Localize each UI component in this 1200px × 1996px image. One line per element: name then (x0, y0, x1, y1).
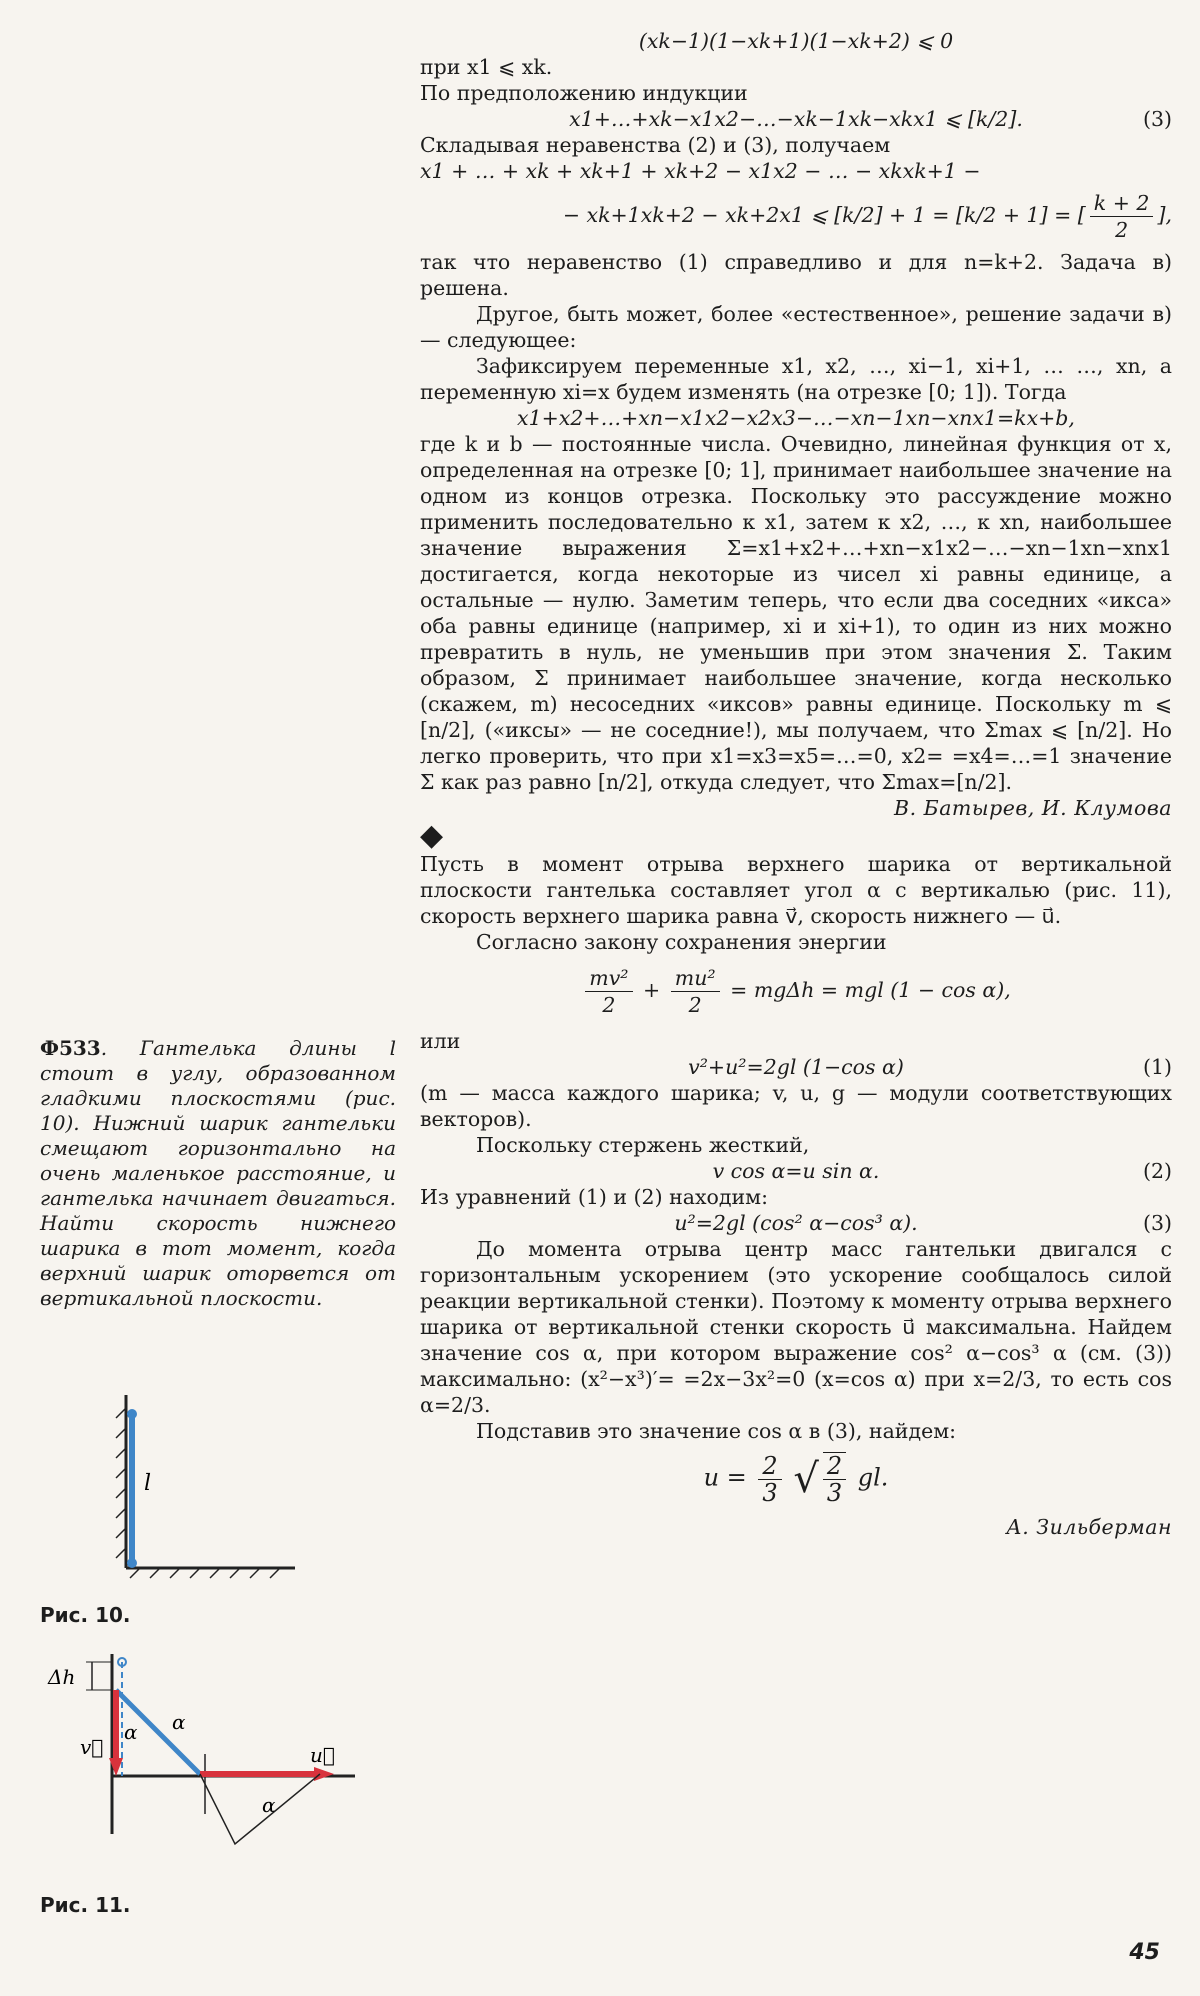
formula-line-7 (420, 190, 1172, 243)
final-formula (420, 1452, 1172, 1506)
formula-line-11: x1+x2+…+xn−x1x2−x2x3−…−xn−1xn−xnx1=kx+b, (517, 406, 1075, 430)
lower-ball (127, 1558, 137, 1568)
fraction-mv2 (585, 965, 632, 1018)
text-line-9: Другое, быть может, более «естественное», решение задачи в) — следующее: (420, 302, 1172, 352)
fraction-denominator: 2 (688, 993, 702, 1017)
fraction-mu2 (671, 965, 720, 1018)
figure-11-caption: Рис. 11. (40, 1893, 131, 1917)
solution-paragraph-6: Из уравнений (1) и (2) находим: (420, 1185, 769, 1209)
alpha-label-1: α (124, 1720, 138, 1744)
formula-7-right: ], (1157, 203, 1172, 227)
text-line-8: так что неравенство (1) справедливо и для n=k+2. Задача в) решена. (420, 250, 1172, 300)
upper-ball (127, 1409, 137, 1419)
formula-row-2 (420, 1158, 1172, 1184)
signature-batyrev: В. Батырев, И. Клумова (894, 796, 1172, 820)
angle-construction (200, 1774, 320, 1844)
fraction-numerator: 2 (823, 1453, 846, 1480)
equation-2: v cos α=u sin α. (712, 1159, 880, 1183)
solution-paragraph-1: Пусть в момент отрыва верхнего шарика от вертикальной плоскости гантелька составляет угол α с вертикалью (рис. 11), скорость верхнего шарика равна v⃗, скорость нижнего — u⃗. (420, 852, 1172, 928)
fraction-numerator: mu² (671, 965, 720, 992)
rod-length-label: l (144, 1471, 152, 1496)
formula-row-3b (420, 1210, 1172, 1236)
text-line-3: По предположению индукции (420, 81, 748, 105)
alpha-label-3: α (262, 1793, 276, 1817)
equation-1: v²+u²=2gl (1−cos α) (688, 1055, 904, 1079)
wall-hatching (116, 1408, 280, 1578)
solution-paragraph-2: Согласно закону сохранения энергии (476, 930, 887, 954)
final-formula-right: gl. (857, 1463, 889, 1492)
fraction-numerator: 2 (758, 1453, 781, 1480)
problem-text: . Гантелька длины l стоит в углу, образованном гладкими плоскостями (рис. 10). Нижний шарик гантельки смещают горизонтально на очень маленькое расстояние, и гантелька начинает двигаться. Найти скорость нижнего шарика в тот момент, когда верхний шарик оторвется от вертикальной плоскости. (40, 1036, 396, 1310)
velocity-u-arrowhead (314, 1767, 334, 1781)
alpha-label-2: α (172, 1710, 186, 1734)
fraction-denominator: 2 (602, 993, 616, 1017)
fraction-numerator: mv² (585, 965, 632, 992)
solution-word-or: или (420, 1029, 461, 1053)
signature-zilberman: А. Зильберман (1006, 1515, 1172, 1539)
v-label: v⃗ (80, 1735, 104, 1759)
fraction-two-thirds (758, 1453, 781, 1506)
solution-paragraph-4: (m — масса каждого шарика; v, u, g — модули соответствующих векторов). (420, 1081, 1172, 1131)
formula-line-1: (xk−1)(1−xk+1)(1−xk+2) ⩽ 0 (638, 29, 954, 53)
problem-id: Ф533 (40, 1036, 101, 1060)
fraction-denominator: 3 (762, 1478, 778, 1507)
delta-h-label: Δh (48, 1665, 76, 1689)
diamond-separator-icon: ◆ (420, 818, 444, 853)
fraction-two-thirds-under-root (823, 1452, 846, 1506)
page-number: 45 (1129, 1940, 1160, 1965)
right-column (420, 28, 1172, 1540)
energy-formula-rest: = mgΔh = mgl (1 − cos α), (730, 978, 1011, 1002)
energy-formula (420, 965, 1172, 1018)
fraction-denominator: 3 (826, 1479, 843, 1507)
problem-statement (40, 1036, 396, 1311)
figure-10-caption: Рис. 10. (40, 1603, 131, 1627)
fraction-k-plus-2 (1090, 190, 1154, 243)
figure-10-dumbbell-in-corner (90, 1390, 390, 1600)
u-label: u⃗ (310, 1743, 335, 1767)
fraction-numerator: k + 2 (1090, 190, 1154, 217)
equation-3: u²=2gl (cos² α−cos³ α). (674, 1211, 918, 1235)
text-line-2: при x1 ⩽ xk. (420, 55, 553, 79)
solution-paragraph-7: До момента отрыва центр масс гантельки двигался с горизонтальным ускорением (это ускорение сообщалось силой реакции вертикальной стенки). Поэтому к моменту отрыва верхнего шарика от вертикальной стенки скорость u⃗ максимальна. Найдем значение cos α, при котором выражение cos² α−cos³ α (см. (3)) максимально: (x²−x³)′= =2x−3x²=0 (x=cos α) при x=2/3, то есть cos α=2/3. (420, 1237, 1172, 1417)
solution-paragraph-5: Поскольку стержень жесткий, (476, 1133, 810, 1157)
equation-number-1: (1) (1142, 1055, 1172, 1079)
fraction-denominator: 2 (1115, 218, 1129, 242)
formula-row-3 (420, 106, 1172, 132)
square-root-sign: √ (793, 1456, 819, 1502)
formula-line-4: x1+…+xk−x1x2−…−xk−1xk−xkx1 ⩽ [k/2]. (569, 107, 1023, 131)
formula-line-6: x1 + … + xk + xk+1 + xk+2 − x1x2 − … − xkxk+1 − (420, 159, 981, 183)
plus-sign: + (643, 978, 661, 1002)
final-formula-left: u = (703, 1463, 747, 1492)
solution-paragraph-8: Подставив это значение cos α в (3), найдем: (476, 1419, 957, 1443)
figure-11-dumbbell-sliding (40, 1654, 360, 1894)
equation-number-3: (3) (1142, 107, 1172, 131)
text-paragraph-12: где k и b — постоянные числа. Очевидно, линейная функция от x, определенная на отрезке [0; 1], принимает наибольшее значение на одном из концов отрезка. Поскольку это рассуждение можно применить последовательно к x1, затем к x2, …, к xn, наибольшее значение выражения Σ=x1+x2+…+xn−x1x2−…−xn−1xn−xnx1 достигается, когда некоторые из чисел xi равны единице, а остальные — нулю. Заметим теперь, что если два соседних «икса» оба равны единице (например, xi и xi+1), то один из них можно превратить в нуль, не уменьшив при этом значения Σ. Таким образом, Σ принимает наибольшее значение, когда несколько (скажем, m) несоседних «иксов» равны единице. Поскольку m ⩽ [n/2], («иксы» — не соседние!), мы получаем, что Σmax ⩽ [n/2]. Но легко проверить, что при x1=x3=x5=…=0, x2= =x4=…=1 значение Σ как раз равно [n/2], откуда следует, что Σmax=[n/2]. (420, 432, 1172, 794)
formula-7-left: − xk+1xk+2 − xk+2x1 ⩽ [k/2] + 1 = [k/2 + 1] = [ (562, 203, 1086, 227)
text-line-5: Складывая неравенства (2) и (3), получаем (420, 133, 891, 157)
text-line-10: Зафиксируем переменные x1, x2, …, xi−1, xi+1, … …, xn, а переменную xi=x будем изменять (на отрезке [0; 1]). Тогда (420, 354, 1172, 404)
equation-number-2: (2) (1142, 1159, 1172, 1183)
formula-row-1 (420, 1054, 1172, 1080)
equation-number-3b: (3) (1142, 1211, 1172, 1235)
